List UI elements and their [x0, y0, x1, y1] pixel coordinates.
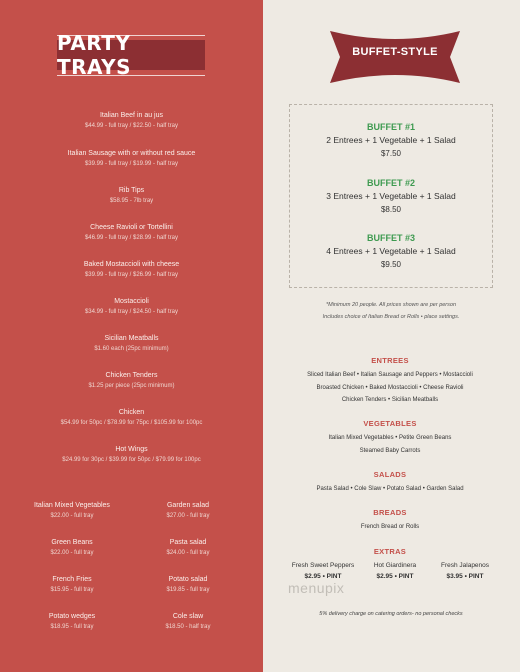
- menu-section-vegetables: [275, 419, 505, 457]
- tray-item-name: Chicken Tenders: [105, 372, 158, 379]
- tray-item-price: $34.99 - full tray / $24.50 - half tray: [84, 309, 179, 315]
- side-item: [133, 576, 243, 593]
- tray-item: [0, 298, 263, 315]
- buffet-option-price: $7.50: [380, 149, 402, 158]
- side-item-name: Garden salad: [166, 502, 210, 509]
- tray-item: [0, 187, 263, 204]
- party-trays-title: PARTY TRAYS: [57, 40, 205, 70]
- section-line: Broasted Chicken • Baked Mostaccioli • Cheese Ravioli: [316, 384, 464, 391]
- side-item-price: $24.00 - full tray: [166, 550, 210, 556]
- tray-item-price: $39.99 - full tray / $19.99 - half tray: [84, 161, 179, 167]
- section-heading: VEGETABLES: [363, 419, 417, 428]
- tray-item-price: $24.99 for 30pc / $39.99 for 50pc / $79.99 for 100pc: [62, 457, 201, 463]
- tray-item-price: $54.99 for 50pc / $78.99 for 75pc / $105.99 for 100pc: [60, 420, 203, 426]
- side-item-name: Italian Mixed Vegetables: [34, 502, 110, 509]
- buffet-note: Includes choice of Italian Bread or Rolls • place settings.: [322, 314, 460, 320]
- buffet-option-price: $8.50: [380, 205, 402, 214]
- buffet-style-title: BUFFET-STYLE: [352, 46, 438, 58]
- section-heading: SALADS: [373, 470, 407, 479]
- tray-item-name: Mostaccioli: [114, 298, 149, 305]
- section-heading: EXTRAS: [373, 547, 407, 556]
- menu-section-extras: [275, 547, 505, 556]
- tray-item-name: Chicken: [118, 409, 145, 416]
- extra-item-name: Fresh Sweet Peppers: [291, 562, 355, 569]
- extra-item: [285, 562, 361, 580]
- extra-item: [357, 562, 433, 580]
- tray-item-name: Sicilian Meatballs: [104, 335, 159, 342]
- tray-item-price: $44.99 - full tray / $22.50 - half tray: [84, 123, 179, 129]
- section-line: Pasta Salad • Cole Slaw • Potato Salad • Garden Salad: [316, 486, 464, 492]
- side-item-name: Potato salad: [168, 576, 208, 583]
- side-item-price: $18.95 - full tray: [50, 624, 94, 630]
- footer-note: 5% delivery charge on catering orders- no personal checks: [319, 611, 463, 617]
- side-item-name: Cole slaw: [172, 613, 204, 620]
- menu-section-entrees: [275, 356, 505, 407]
- tray-item: [0, 409, 263, 426]
- tray-item-price: $1.25 per piece (25pc minimum): [88, 383, 175, 389]
- buffet-option-desc: 2 Entrees + 1 Vegetable + 1 Salad: [326, 135, 456, 145]
- buffet-option-title: BUFFET #1: [366, 122, 415, 132]
- side-item-name: Pasta salad: [169, 539, 207, 546]
- menu-section-breads: [275, 508, 505, 534]
- tray-item-name: Hot Wings: [115, 446, 148, 453]
- tray-item-name: Italian Beef in au jus: [99, 112, 164, 119]
- tray-item-name: Rib Tips: [118, 187, 145, 194]
- section-heading: ENTREES: [371, 356, 409, 365]
- side-item-price: $27.00 - full tray: [166, 513, 210, 519]
- tray-item: [0, 112, 263, 129]
- side-item-price: $18.50 - half tray: [165, 624, 211, 630]
- buffet-option-price: $9.50: [380, 260, 402, 269]
- side-item: [17, 576, 127, 593]
- side-item-name: French Fries: [52, 576, 92, 583]
- tray-item: [0, 261, 263, 278]
- extra-item-name: Hot Giardinera: [373, 562, 417, 569]
- tray-item-name: Italian Sausage with or without red sauce: [67, 150, 196, 157]
- section-heading: BREADS: [373, 508, 407, 517]
- divider: [57, 75, 205, 76]
- side-item: [133, 502, 243, 519]
- extra-item-price: $2.95 • PINT: [376, 573, 414, 580]
- side-item-name: Green Beans: [51, 539, 93, 546]
- menu-section-salads: [275, 470, 505, 496]
- watermark: menupix: [288, 580, 345, 596]
- extra-item-price: $2.95 • PINT: [304, 573, 342, 580]
- extra-item-price: $3.95 • PINT: [446, 573, 484, 580]
- buffet-option-title: BUFFET #2: [366, 178, 415, 188]
- extra-item: [427, 562, 503, 580]
- side-item: [133, 613, 243, 630]
- tray-item: [0, 224, 263, 241]
- section-line: Sliced Italian Beef • Italian Sausage and Peppers • Mostaccioli: [307, 372, 473, 378]
- section-line: Italian Mixed Vegetables • Petite Green Beans: [328, 435, 452, 441]
- tray-item: [0, 446, 263, 463]
- tray-item: [0, 335, 263, 352]
- side-item: [17, 613, 127, 630]
- buffet-option-title: BUFFET #3: [366, 233, 415, 243]
- buffet-option: [289, 178, 493, 214]
- tray-item: [0, 372, 263, 389]
- buffet-option: [289, 122, 493, 158]
- tray-item-price: $46.99 - full tray / $28.99 - half tray: [84, 235, 179, 241]
- tray-item-price: $39.99 - full tray / $26.99 - half tray: [84, 272, 179, 278]
- tray-item-price: $58.95 - 7lb tray: [109, 198, 154, 204]
- tray-item-name: Cheese Ravioli or Tortellini: [90, 224, 173, 231]
- extra-item-name: Fresh Jalapenos: [440, 562, 490, 569]
- side-item-price: $22.00 - full tray: [50, 513, 94, 519]
- side-item-price: $19.85 - full tray: [166, 587, 210, 593]
- buffet-option-desc: 4 Entrees + 1 Vegetable + 1 Salad: [326, 246, 456, 256]
- section-line: French Bread or Rolls: [360, 524, 420, 530]
- section-line: Chicken Tenders • Sicilian Meatballs: [341, 397, 439, 403]
- side-item-price: $22.00 - full tray: [50, 550, 94, 556]
- buffet-option-desc: 3 Entrees + 1 Vegetable + 1 Salad: [326, 191, 456, 201]
- side-item: [17, 502, 127, 519]
- side-item: [17, 539, 127, 556]
- side-item-price: $15.95 - full tray: [50, 587, 94, 593]
- tray-item-price: $1.60 each (25pc minimum): [94, 346, 169, 352]
- tray-item: [0, 150, 263, 167]
- section-line: Steamed Baby Carrots: [359, 447, 421, 454]
- side-item: [133, 539, 243, 556]
- side-item-name: Potato wedges: [48, 613, 96, 620]
- buffet-note: *Minimum 20 people. All prices shown are per person: [325, 302, 457, 308]
- buffet-option: [289, 233, 493, 269]
- tray-item-name: Baked Mostaccioli with cheese: [83, 261, 180, 268]
